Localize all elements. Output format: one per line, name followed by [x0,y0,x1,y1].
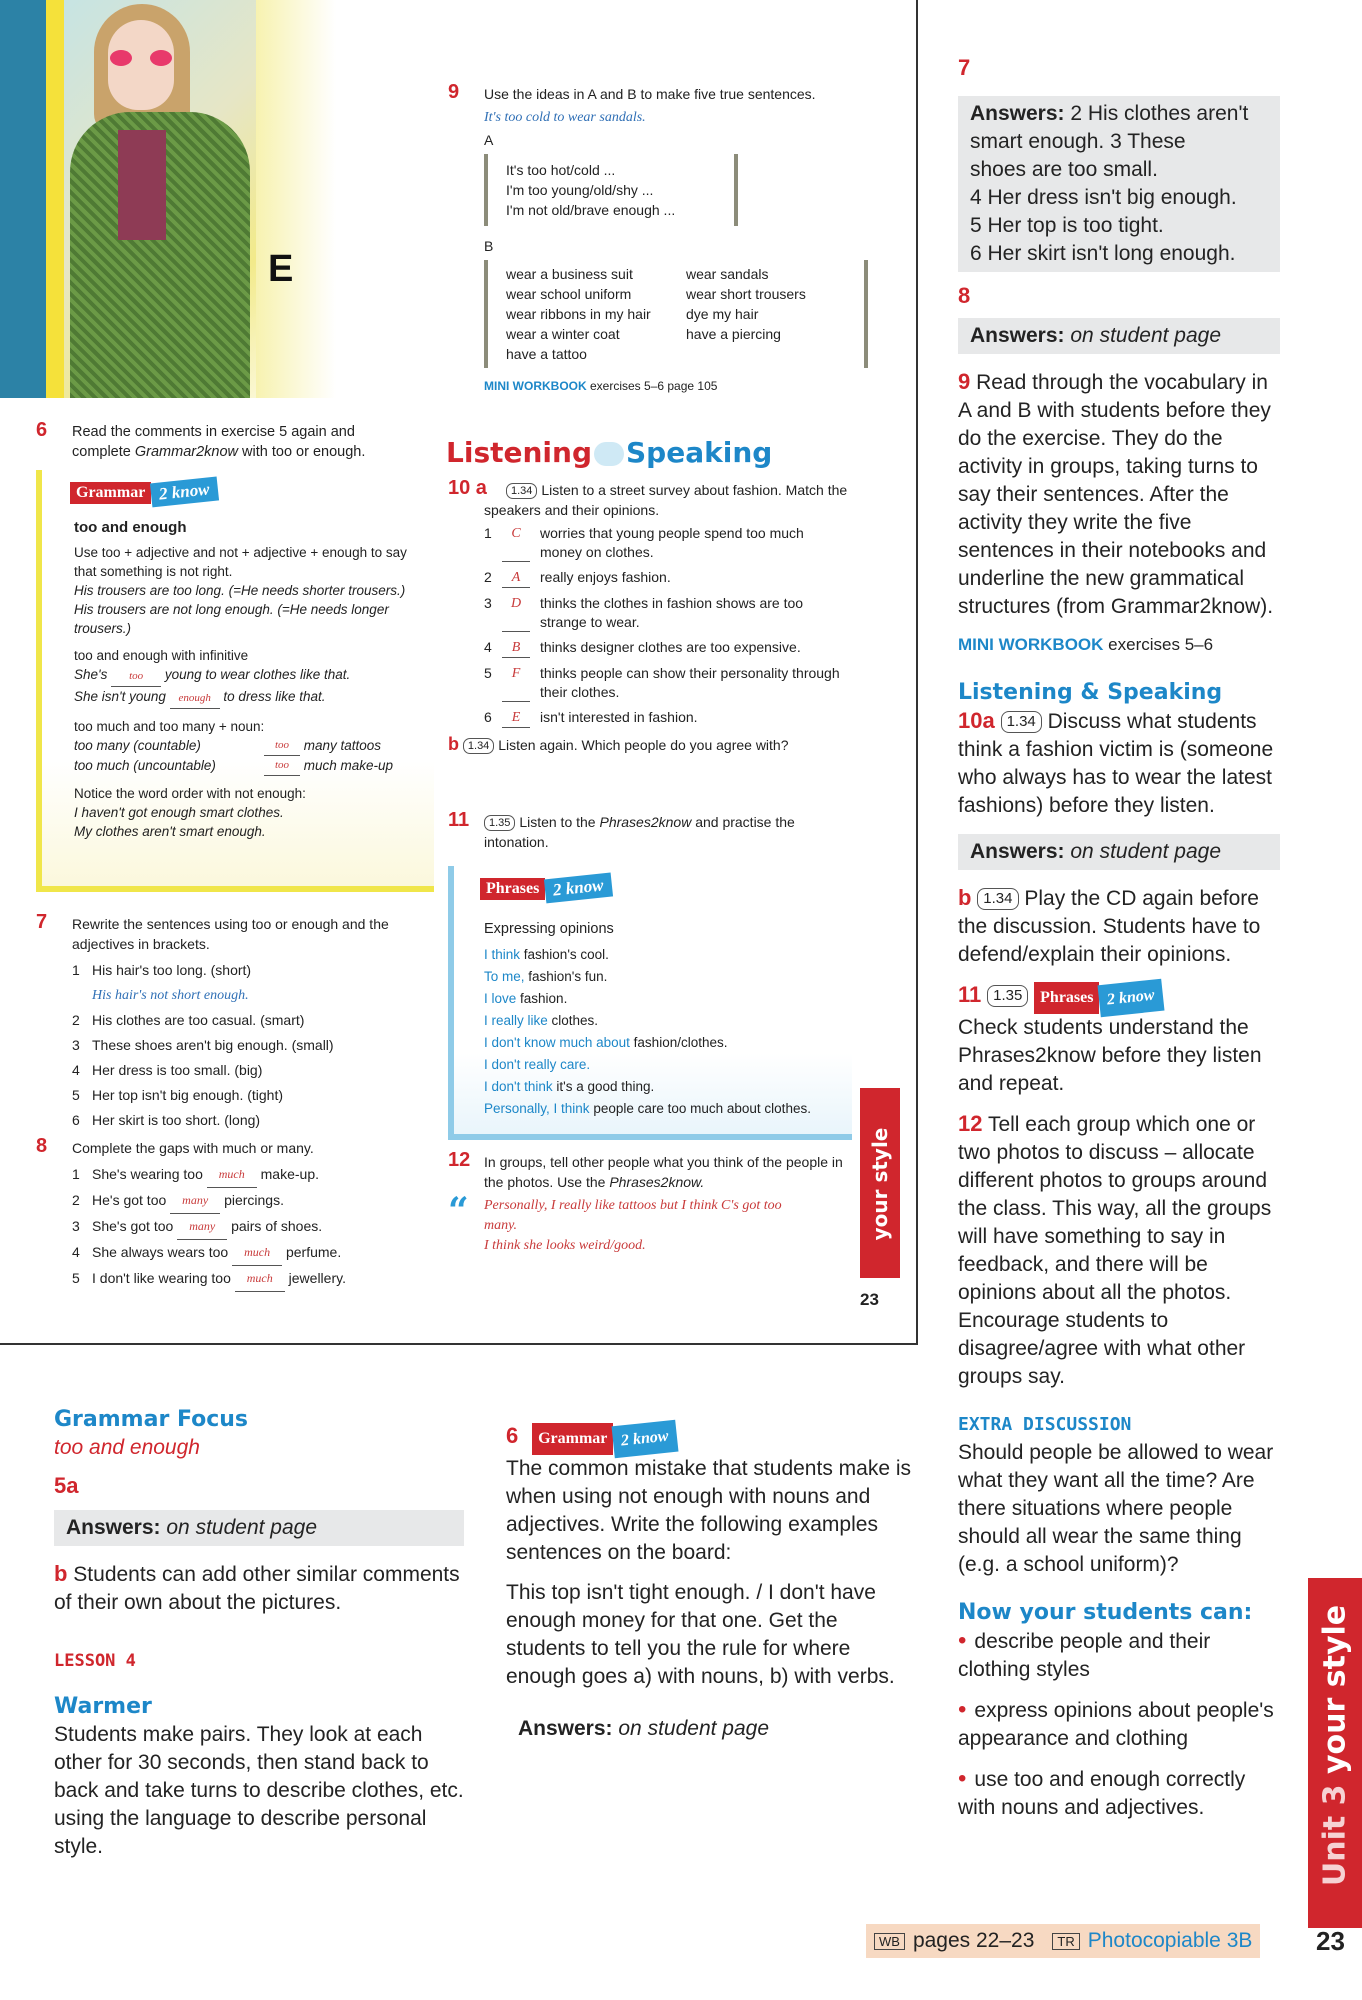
box-b-label: B [484,238,494,254]
cd-track: 1.34 [506,483,537,499]
exercise-10b: b 1.34 Listen again. Which people do you agree with? [448,734,789,754]
grammar-badge: Grammar 2 know [70,480,218,504]
box-a [484,154,738,226]
photo-stripe-2 [46,0,64,398]
teacher-right-column [958,54,1280,1822]
lesson-label: LESSON 4 [54,1651,136,1671]
note-8-number: 8 [958,283,971,308]
model-eye-paint-2 [150,50,172,66]
list-item: 5 I don't like wearing too much jewellery. [72,1266,428,1292]
list-item: 1 His hair's too long. (short) [72,962,252,978]
exercise-11-text: 1.35 Listen to the Phrases2know and practise the intonation. [484,814,795,850]
ampersand-swoosh [594,442,624,466]
exercise-8-list [36,1162,428,1292]
phrase-line: I don't know much about fashion/clothes. [484,1035,728,1050]
exercise-9-number: 9 [448,81,460,103]
exercise-6-number: 6 [36,419,48,441]
now-your-students-can-title: Now your students can: [958,1600,1253,1625]
note-9: 9 Read through the vocabulary in A and B with students before they do the exercise. They do the activity in groups, taking turns to say their sentences. After the activity they write the five sentences in their notebooks and underline the new grammatical structures (from Grammar2know). [958,369,1274,618]
exercise-8 [36,1135,428,1292]
exercise-12: 12 In groups, tell other people what you think of the people in the photos. Use the Phrases2know. “ Personally, I really like tattoos but I think C's got too many. I think she looks weird/good. [448,1152,848,1256]
infinitive-example-2: She isn't young enough to dress like that. [74,687,424,709]
list-item: 4 Her dress is too small. (big) [72,1062,263,1078]
exercise-10-list [448,524,858,728]
side-unit-tab-text: Unit 3 your style [1317,1604,1353,1887]
noun-title: too much and too many + noun: [74,719,265,734]
answers-6: Answers: on student page [506,1711,916,1747]
exercise-6 [36,419,416,462]
note-6-text-2: This top isn't tight enough. / I don't have enough money for that one. Get the students to tell you the rule for where enough goes a) with nouns, b) with verbs. [506,1581,895,1688]
box-b-item: wear school uniform [506,286,632,302]
box-b-item: have a tattoo [506,346,587,362]
speech-example-2: I think she looks weird/good. [484,1238,646,1253]
outcomes-list [958,1627,1280,1822]
list-item: • use too and enough correctly with nouns and adjectives. [958,1765,1280,1822]
list-item: 3 These shoes aren't big enough. (small) [72,1037,334,1053]
exercise-9-example: It's too cold to wear sandals. [484,110,646,125]
box-a-item: I'm not old/brave enough ... [506,202,676,218]
list-item: 1 C worries that young people spend too much money on clothes. [484,525,804,560]
workbook-pages: pages 22–23 [912,1929,1035,1952]
exercise-11: 11 1.35 Listen to the Phrases2know and practise the intonation. [448,812,848,852]
phrase-line: I love fashion. [484,991,568,1006]
note-6-header: 6 Grammar 2 know [506,1422,916,1455]
grammar-title: too and enough [74,519,187,536]
box-b-col1 [506,264,686,364]
box-b-item: wear ribbons in my hair [506,306,651,322]
exercise-7-answer: His hair's not short enough. [92,988,249,1003]
box-a-item: It's too hot/cold ... [506,162,616,178]
box-a-label: A [484,132,494,148]
order-example-1: I haven't got enough smart clothes. [74,805,284,820]
noun-row-2: too much (uncountable) too much make-up [74,756,424,776]
listening-speaking-note-title: Listening & Speaking [958,680,1223,705]
phrase-line: I don't think it's a good thing. [484,1079,655,1094]
mini-workbook-note: MINI WORKBOOK exercises 5–6 [958,635,1214,654]
mini-workbook-ref: MINI WORKBOOK exercises 5–6 page 105 [484,379,718,393]
side-unit-tab [1308,1578,1362,1928]
page-number: 23 [1316,1926,1345,1956]
grammar-example-1: His trousers are too long. (=He needs shorter trousers.) [74,583,406,598]
grammar-focus-subtitle: too and enough [54,1436,200,1459]
list-item: • describe people and their clothing styles [958,1627,1280,1684]
note-6-text-1: The common mistake that students make is when using not enough with nouns and adjectives. Write the following examples sentences on the board: [506,1457,911,1564]
teacher-middle-column [506,1422,916,1747]
cd-track: 1.34 [977,888,1018,910]
note-7-number: 7 [958,55,971,80]
list-item: 3 D thinks the clothes in fashion shows are too strange to wear. [484,595,804,630]
list-item: 5 F thinks people can show their personality through their clothes. [484,665,840,700]
grammar-box [36,470,434,892]
list-item: 3 She's got too many pairs of shoes. [72,1214,428,1240]
box-b-col2 [686,264,806,364]
answers-7: Answers: 2 His clothes aren't smart enough. 3 These shoes are too small. 4 Her dress isn't big enough. 5 Her top is too tight. 6 Her skirt isn't long enough. [958,96,1280,272]
exercise-12-text: In groups, tell other people what you think of the people in the photos. Use the Phrases2know. [484,1154,843,1190]
note-10a: 10a 1.34 Discuss what students think a fashion victim is (someone who always has to wear the latest fashions) before they listen. [958,708,1274,817]
exercise-6-instruction: Read the comments in exercise 5 again and complete Grammar2know with too or enough. [72,424,366,460]
exercise-10 [448,477,858,755]
quote-icon: “ [448,1190,469,1232]
note-10b: b 1.34 Play the CD again before the discussion. Students have to defend/explain their opinions. [958,885,1261,966]
phrases-content [484,918,844,1120]
infinitive-title: too and enough with infinitive [74,648,249,663]
answers-8: Answers: on student page [958,318,1280,354]
grammar-content [74,518,424,841]
exercise-7-instruction: Rewrite the sentences using too or enough and the adjectives in brackets. [72,916,389,952]
box-a-item: I'm too young/old/shy ... [506,182,654,198]
list-item: • express opinions about people's appearance and clothing [958,1696,1280,1753]
exercise-8-number: 8 [36,1135,48,1157]
teacher-left-column [54,1406,464,1861]
note-5a-number: 5a [54,1473,79,1498]
box-b-item: wear sandals [686,266,769,282]
order-example-2: My clothes aren't smart enough. [74,824,266,839]
list-item: 6 E isn't interested in fashion. [484,708,858,728]
box-b [484,260,868,368]
infinitive-example-1: She's too young to wear clothes like that. [74,665,424,687]
list-item: 4 B thinks designer clothes are too expensive. [484,638,858,658]
box-b-item: wear a business suit [506,266,633,282]
exercise-7-number: 7 [36,911,48,933]
warmer-text: Students make pairs. They look at each other for 30 seconds, then stand back to back and take turns to describe clothes, etc. using the language to describe personal style. [54,1723,464,1858]
photo-label: E [268,248,294,290]
exercise-9 [448,81,868,396]
exercise-7-list [36,958,428,1133]
note-11: 11 1.35 Phrases 2 know Check students understand the Phrases2know before they listen and repeat. [958,981,1280,1098]
listening-speaking-heading: Listening Speaking [446,436,773,469]
grammar-rule: Use too + adjective and not + adjective + enough to say that something is not right. [74,545,407,579]
answers-10: Answers: on student page [958,834,1280,870]
phrases-badge: Phrases 2 know [480,876,612,900]
footer-references [866,1924,1260,1958]
extra-discussion-title: EXTRA DISCUSSION [958,1414,1132,1435]
exercise-8-instruction: Complete the gaps with much or many. [72,1140,314,1156]
box-b-item: wear a winter coat [506,326,620,342]
phrase-line: I don't really care. [484,1057,591,1072]
phrase-line: I really like clothes. [484,1013,599,1028]
answers-5a: Answers: on student page [54,1510,464,1546]
photocopiable-ref: Photocopiable 3B [1087,1929,1253,1952]
list-item: 1 She's wearing too much make-up. [72,1162,428,1188]
grammar-focus-title: Grammar Focus [54,1407,249,1432]
box-b-item: have a piercing [686,326,781,342]
note-5b: b Students can add other similar comments of their own about the pictures. [54,1561,460,1614]
cd-track: 1.35 [484,815,515,831]
grammar-example-2: His trousers are not long enough. (=He needs longer trousers.) [74,602,389,636]
box-b-item: wear short trousers [686,286,806,302]
list-item: 5 Her top isn't big enough. (tight) [72,1087,284,1103]
noun-row-1: too many (countable) too many tattoos [74,736,424,756]
teacher-resource-tag: TR [1052,1933,1079,1950]
list-item: 2 His clothes are too casual. (smart) [72,1012,305,1028]
phrase-line: To me, fashion's fun. [484,969,608,984]
phrase-line: Personally, I think people care too much about clothes. [484,1101,811,1116]
phrase-line: I think fashion's cool. [484,947,609,962]
box-b-item: dye my hair [686,306,759,322]
order-title: Notice the word order with not enough: [74,786,306,801]
phrases-box [448,866,852,1140]
unit-tab [860,1088,900,1278]
list-item: 2 He's got too many piercings. [72,1188,428,1214]
list-item: 4 She always wears too much perfume. [72,1240,428,1266]
student-page-number: 23 [860,1290,879,1309]
list-item: 6 Her skirt is too short. (long) [72,1112,261,1128]
model-eye-paint [110,50,132,66]
speech-example-1: Personally, I really like tattoos but I think C's got too many. [484,1198,782,1233]
note-12: 12 Tell each group which one or two photos to discuss – allocate different photos to groups around the class. This way, all the groups will have something to say in feedback, and there will be opinions about all the photos. Encourage students to disagree/agree with what other groups say. [958,1111,1272,1388]
workbook-tag: WB [874,1933,905,1950]
exercise-9-instruction: Use the ideas in A and B to make five true sentences. [484,86,816,102]
photo-stripe-3 [256,0,336,398]
exercise-7 [36,911,428,1133]
unit-tab-text: your style [868,1127,892,1241]
exercise-10-instruction: 10 a 1.34 Listen to a street survey about fashion. Match the speakers and their opinions. [448,477,848,518]
cd-track: 1.34 [463,738,494,754]
list-item: 2 A really enjoys fashion. [484,568,858,588]
fashion-photo [0,0,336,398]
cd-track: 1.35 [987,985,1028,1007]
model-top [118,130,166,240]
warmer-title: Warmer [54,1694,152,1719]
extra-discussion-text: Should people be allowed to wear what they want all the time? Are there situations where people should all wear the same thing (e.g. a school uniform)? [958,1441,1274,1576]
photo-stripe [0,0,46,398]
cd-track: 1.34 [1001,711,1042,733]
phrases-title: Expressing opinions [484,921,614,937]
